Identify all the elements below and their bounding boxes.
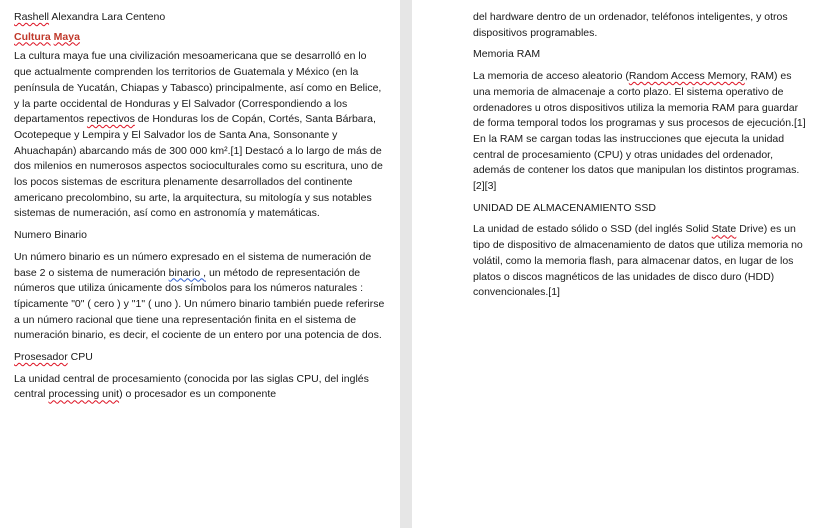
paragraph-text: La unidad central de procesamiento (conocida por las siglas CPU, del inglés central xyxy=(14,372,369,401)
heading-binario: Numero Binario xyxy=(14,229,87,242)
heading-ram: Memoria RAM xyxy=(473,48,541,61)
document-page-right[interactable] xyxy=(412,0,834,528)
grammar-flag: binario , xyxy=(168,266,207,279)
paragraph-binario xyxy=(14,250,386,344)
heading-ssd: UNIDAD DE ALMACENAMIENTO SSD xyxy=(473,201,657,214)
paragraph-text: ) o procesador es un componente xyxy=(119,388,277,401)
paragraph-text: , RAM) es una memoria de almacenaje a corto plazo. El sistema operativo de ordenadores u otros dispositivos utiliza la memoria RAM para guardar de forma temporal todos los programas y sus procesos de ejecución.[1] En la RAM se cargan todas las instrucciones que ejecuta la unidad central de procesamiento (CPU) y otras unidades del ordenador, además de contener los datos que manipulan los distintos programas.[2][3] xyxy=(473,70,806,193)
paragraph-text: La memoria de acceso aleatorio ( xyxy=(473,70,629,83)
heading-cpu xyxy=(14,350,386,366)
paragraph-ram xyxy=(473,69,806,195)
paragraph-text: de Honduras los de Copán, Cortés, Santa Bárbara, Ocotepeque y Lempira y El Salvador los de Santa Ana, Sonsonante y Ahuachapán) abarcando más de 300 000 km².[1] Destacó a lo largo de más de dos milenios en numerosos aspectos socioculturales como su escritura, uno de los pocos sistemas de escritura plenamente desarrollados del continente americano precolombino, su arte, la arquitectura, su mitología y sus notables sistemas de numeración, así como en astronomía y matemáticas. xyxy=(14,113,383,220)
paragraph-text: La cultura maya fue una civilización mesoamericana que se desarrolló en lo que actualmente comprenden los territorios de Guatemala y México (en la península de Yucatán, Chiapas y Tabasco) principalmente, así como en Belice, y la parte occidental de Honduras y El Salvador (Correspondiendo a los departamentos xyxy=(14,50,382,126)
misspelled-word: processing unit xyxy=(48,388,120,401)
paragraph-text: Drive) es un tipo de dispositivo de almacenamiento de datos que utiliza memoria no volátil, como la memoria flash, para almacenar datos, en lugar de los platos o discos magnéticos de las unidades de disco duro (HDD) convencionales.[1] xyxy=(473,223,803,299)
paragraph-cpu xyxy=(14,372,386,403)
title-word-2: Maya xyxy=(53,30,80,43)
heading-text: CPU xyxy=(67,351,93,364)
paragraph-text: un método de representación de números que utiliza únicamente dos símbolos para los números naturales : típicamente "0" ( cero ) y "1" ( uno ). Un número binario también puede referirse a un número racional que tiene una representación finita en el sistema de numeración binario, es decir, el cociente de un entero por una potencia de dos. xyxy=(14,266,385,342)
author-line xyxy=(14,10,386,26)
document-page-left[interactable] xyxy=(0,0,400,528)
document-title xyxy=(14,30,386,46)
author-rest: Alexandra Lara Centeno xyxy=(49,11,166,23)
paragraph-text: La unidad de estado sólido o SSD (del inglés Solid xyxy=(473,223,712,236)
paragraph-maya xyxy=(14,49,386,222)
paragraph-text: Un número binario es un número expresado en el sistema de numeración de base 2 o sistema de numeración xyxy=(14,250,372,279)
misspelled-word: Prosesador xyxy=(14,351,68,364)
paragraph-cpu-continued: del hardware dentro de un ordenador, teléfonos inteligentes, y otros dispositivos programables. xyxy=(473,11,788,39)
misspelled-word: Random Access Memory xyxy=(628,70,745,83)
misspelled-word: repectivos xyxy=(86,113,135,126)
author-first-name: Rashell xyxy=(14,11,50,23)
paragraph-ssd xyxy=(473,222,806,301)
title-word-1: Cultura xyxy=(14,30,51,43)
misspelled-word: State xyxy=(711,223,737,236)
